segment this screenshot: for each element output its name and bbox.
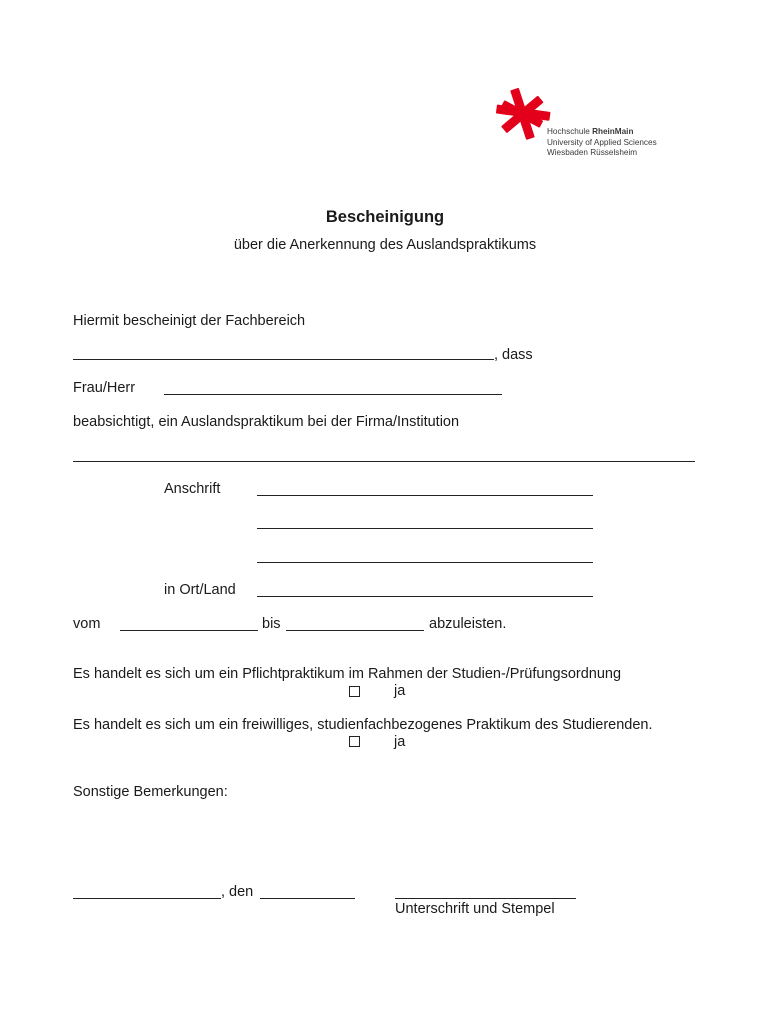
from-label: vom xyxy=(73,616,101,632)
university-logo-text xyxy=(547,127,657,159)
company-field[interactable] xyxy=(73,461,695,462)
voluntary-internship-text: Es handelt es sich um ein freiwilliges, studienfachbezogenes Praktikum des Studierenden. xyxy=(73,717,653,733)
address-label: Anschrift xyxy=(164,481,221,497)
voluntary-yes-label: ja xyxy=(394,734,406,750)
address-field-line-2[interactable] xyxy=(257,528,593,529)
signature-field[interactable] xyxy=(395,898,576,899)
end-date-field[interactable] xyxy=(286,630,424,631)
mandatory-yes-label: ja xyxy=(394,683,406,699)
complete-label: abzuleisten. xyxy=(429,616,507,632)
den-label: , den xyxy=(221,884,254,900)
dass-text: , dass xyxy=(494,347,533,363)
university-logo-mark xyxy=(494,86,552,142)
start-date-field[interactable] xyxy=(120,630,258,631)
address-field-line-1[interactable] xyxy=(257,495,593,496)
mandatory-internship-text: Es handelt es sich um ein Pflichtpraktikum im Rahmen der Studien-/Prüfungsordnung xyxy=(73,666,622,682)
person-name-field[interactable] xyxy=(164,394,502,395)
logo-brand-name: RheinMain xyxy=(592,127,634,136)
signature-label: Unterschrift und Stempel xyxy=(395,901,555,917)
location-label: in Ort/Land xyxy=(164,582,236,598)
address-field-line-3[interactable] xyxy=(257,562,593,563)
logo-line-3: Wiesbaden Rüsselsheim xyxy=(547,148,638,157)
intends-text: beabsichtigt, ein Auslandspraktikum bei der Firma/Institution xyxy=(73,414,460,430)
place-field[interactable] xyxy=(73,898,221,899)
location-field[interactable] xyxy=(257,596,593,597)
mandatory-yes-checkbox[interactable] xyxy=(349,686,360,697)
intro-text: Hiermit bescheinigt der Fachbereich xyxy=(73,313,306,329)
logo-brand-prefix: Hochschule xyxy=(547,127,593,136)
to-label: bis xyxy=(262,616,281,632)
date-field[interactable] xyxy=(260,898,355,899)
department-field[interactable] xyxy=(73,359,494,360)
document-subtitle: über die Anerkennung des Auslandspraktikums xyxy=(233,237,537,253)
logo-line-2: University of Applied Sciences xyxy=(547,137,657,147)
document-title: Bescheinigung xyxy=(325,208,445,226)
person-label: Frau/Herr xyxy=(73,380,136,396)
remarks-label: Sonstige Bemerkungen: xyxy=(73,784,228,800)
voluntary-yes-checkbox[interactable] xyxy=(349,736,360,747)
